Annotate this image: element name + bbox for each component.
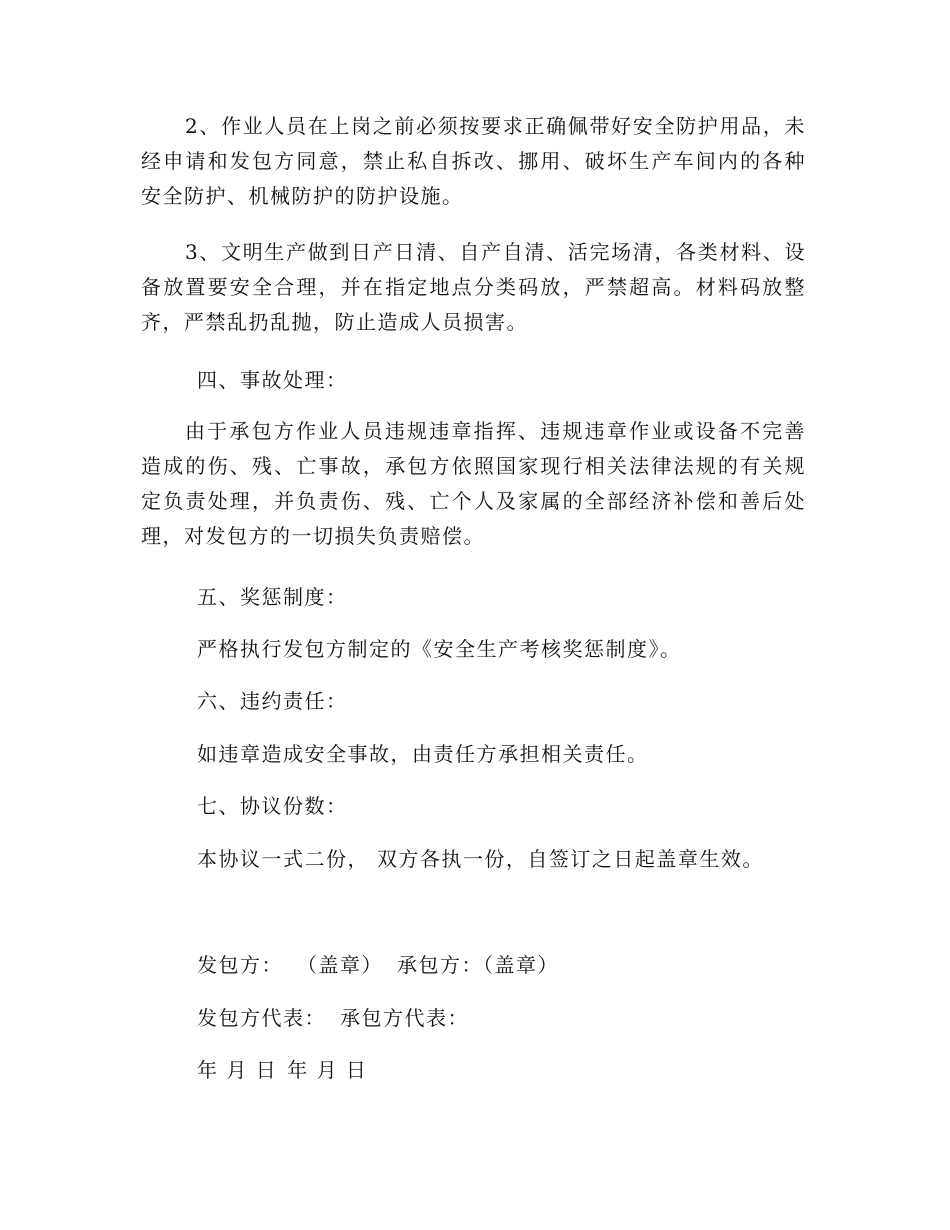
party-b-seal: （盖章） [483,953,559,977]
paragraph-copies: 本协议一式二份， 双方各执一份，自签订之日起盖章生效。 [197,847,764,871]
paragraph-item-2: 2、作业人员在上岗之前必须按要求正确佩带好安全防护用品，未经申请和发包方同意，禁止私自拆改、挪用、破坏生产车间内的各种安全防护、机械防护的防护设施。 [141,114,806,208]
section-heading-rewards: 五、奖惩制度： [197,585,348,609]
signature-dates-row [197,1055,367,1085]
paragraph-liability: 如违章造成安全事故，由责任方承担相关责任。 [197,742,649,766]
section-heading-accident: 四、事故处理： [197,368,348,392]
paragraph-rewards: 严格执行发包方制定的《安全生产考核奖惩制度》。 [197,637,682,661]
party-b-representative: 承包方代表： [340,1006,469,1030]
signature-representatives-row [197,1003,469,1033]
signature-parties-row [197,950,559,980]
party-b-label: 承包方： [397,953,483,977]
paragraph-accident-handling: 由于承包方作业人员违规违章指挥、违规违章作业或设备不完善造成的伤、残、亡事故，承包方依照国家现行相关法律法规的有关规定负责处理，并负责伤、残、亡个人及家属的全部经济补偿和善后处理，对发包方的一切损失负责赔偿。 [141,419,806,548]
party-a-seal: （盖章） [297,953,383,977]
paragraph-item-3: 3、文明生产做到日产日清、自产自清、活完场清，各类材料、设备放置要安全合理，并在指定地点分类码放，严禁超高。材料码放整齐，严禁乱扔乱抛，防止造成人员损害。 [141,240,806,334]
party-a-label: 发包方： [197,953,283,977]
section-heading-liability: 六、违约责任： [197,689,348,713]
party-b-date: 年 月 日 [287,1058,368,1082]
section-heading-copies: 七、协议份数： [197,794,348,818]
party-a-representative: 发包方代表： [197,1006,326,1030]
party-a-date: 年 月 日 [197,1058,278,1082]
